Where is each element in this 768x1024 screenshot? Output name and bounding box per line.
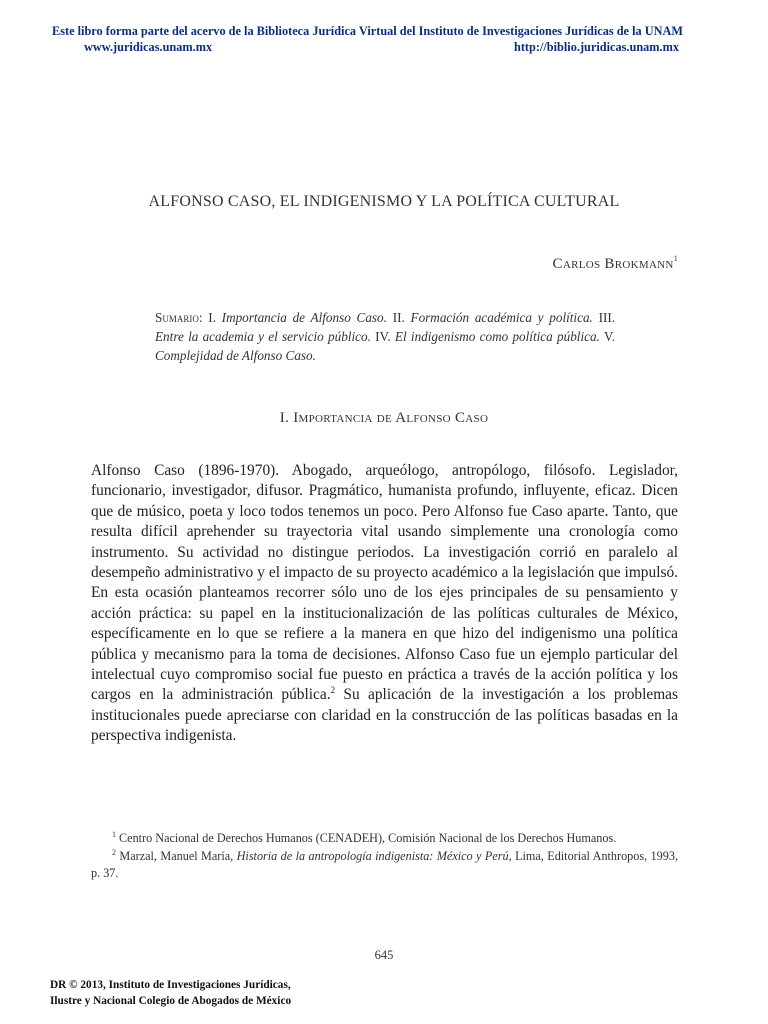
footnote-1-text: Centro Nacional de Derechos Humanos (CENADEH), Comisión Nacional de los Derechos Humanos. (116, 831, 617, 845)
footnote-2-pre: Marzal, Manuel María, (116, 848, 237, 863)
copyright-line-2: Ilustre y Nacional Colegio de Abogados de México (50, 995, 292, 1007)
summary-label: Sumario: (155, 310, 203, 325)
body-text-part1: Alfonso Caso (1896-1970). Abogado, arqueólogo, antropólogo, filósofo. Legislador, funcionario, investigador, difusor. Pragmático, humanista profundo, influyente, eficaz. Dicen que de músico, poeta y loco todos tenemos un poco. Pero Alfonso fue Caso aparte. Tanto, que resulta difícil aprehender su trayectoria vital usando simplemente una cronología como instrumento. Su actividad no distingue periodos. La investigación corrió en paralelo al desempeño administrativo y el impacto de su proyecto académico a la legislación que impulsó. En esta ocasión planteamos recorrer sólo uno de los ejes principales de su pensamiento y acción práctica: su papel en la institucionalización de las políticas culturales de México, específicamente en lo que se refiere a la manera en que hizo del indigenismo una política pública y mecanismo para la toma de decisiones. Alfonso Caso fue un ejemplo particular del intelectual cuyo compromiso social fue puesto en práctica a través de la acción política y los cargos en la administración pública. (91, 462, 678, 704)
summary-item-2: Formación académica y política. (410, 310, 593, 325)
summary-item-1: Importancia de Alfonso Caso. (221, 310, 387, 325)
summary-num-5: V. (603, 328, 616, 344)
footnote-1-mark: 1 (112, 830, 116, 839)
summary-item-3: Entre la academia y el servicio público. (155, 328, 371, 344)
footnote-2-mark: 2 (112, 847, 116, 857)
summary-num-1: I. (208, 310, 216, 325)
body-footnote-mark[interactable]: 2 (330, 685, 336, 696)
summary (155, 309, 615, 365)
summary-item-4: El indigenismo como política pública. (394, 328, 600, 344)
section-heading: I. Importancia de Alfonso Caso (279, 410, 489, 426)
summary-num-4: IV. (375, 328, 391, 344)
author-name (553, 254, 678, 273)
footnote-2-post: , Lima, Editorial Anthropos, 1993, p. 37. (91, 848, 678, 880)
summary-item-5: Complejidad de Alfonso Caso. (155, 347, 316, 363)
body-text-part2: Su aplicación de la investigación a los problemas institucionales puede apreciarse con claridad en la construcción de las políticas basadas en la perspectiva indigenista. (91, 686, 678, 745)
library-notice: Este libro forma parte del acervo de la Biblioteca Jurídica Virtual del Instituto de Investigaciones Jurídicas de la UNAM (52, 24, 683, 38)
author-name-text: Carlos Brokmann (552, 256, 674, 272)
footnote-1 (91, 830, 678, 848)
footnote-2-book-title: Historia de la antropología indigenista: México y Perú (236, 848, 509, 863)
page-number: 645 (374, 948, 394, 962)
author-footnote-mark[interactable]: 1 (673, 254, 678, 263)
copyright-footer (50, 977, 291, 1009)
summary-num-2: II. (392, 310, 405, 325)
footnote-2 (91, 848, 678, 883)
footnotes (91, 830, 678, 883)
juridicas-link[interactable]: www.juridicas.unam.mx (84, 40, 213, 54)
copyright-line-1: DR © 2013, Instituto de Investigaciones Jurídicas, (50, 979, 291, 991)
body-paragraph (91, 461, 678, 747)
summary-num-3: III. (598, 310, 616, 325)
biblio-link[interactable]: http://biblio.juridicas.unam.mx (514, 40, 680, 54)
chapter-title: ALFONSO CASO, EL INDIGENISMO Y LA POLÍTICA CULTURAL (148, 193, 620, 210)
